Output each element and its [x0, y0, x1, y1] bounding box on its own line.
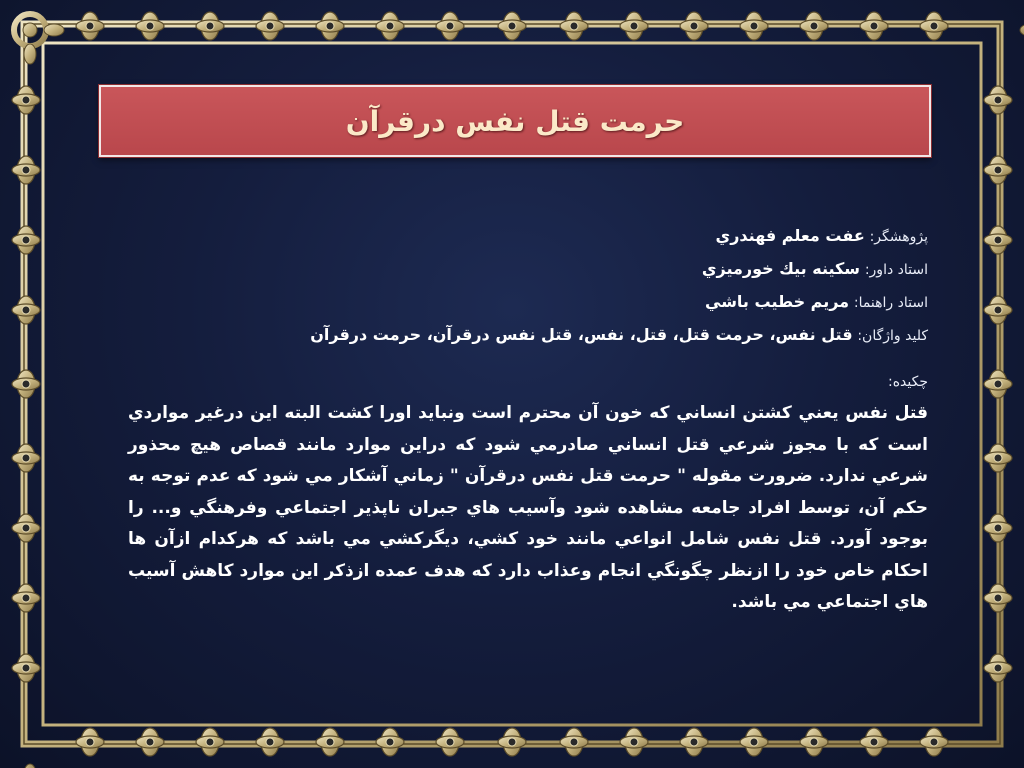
researcher-label: پژوهشگر:: [869, 229, 928, 245]
keywords-label: كليد واژگان:: [857, 328, 928, 344]
abstract-text: قتل نفس يعني كشتن انساني كه خون آن محترم است ونبايد اورا كشت البته اين درغير مواردي است كه با مجوز شرعي قتل انساني صادرمي شود كه دراين موارد مانند قصاص هيچ محذور شرعي ندارد. ضرورت مقوله " حرمت قتل نفس درقرآن " زماني آشكار مي شود كه عدم توجه به حكم آن، توسط افراد جامعه مشاهده شود وآسيب هاي جبران ناپذير اجتماعي وفرهنگي و... را بوجود آورد. قتل نفس شامل انواعي مانند خود كشي، ديگركشي مي باشد كه هركدام ازآن ها احكام خاص خود را ازنظر چگونگي انجام وعذاب دارد كه هدف عمده ازذكر اين موارد كاهش آسيب هاي اجتماعي مي باشد.: [128, 403, 928, 612]
slide-title: حرمت قتل نفس درقرآن: [345, 104, 685, 138]
slide-content: [128, 220, 928, 619]
referee-name: سكينه بيك خورميزي: [701, 259, 861, 278]
advisor-label: استاد راهنما:: [853, 295, 928, 311]
keywords-value: قتل نفس، حرمت قتل، قتل، نفس، قتل نفس درقرآن، حرمت درقرآن: [310, 325, 853, 344]
referee-line: [128, 253, 928, 286]
abstract-label: چكيده:: [887, 374, 928, 390]
keywords-line: [128, 319, 928, 352]
advisor-name: مريم خطيب باشي: [705, 292, 850, 311]
researcher-name: عفت معلم فهندري: [715, 226, 865, 245]
title-banner: [99, 85, 931, 157]
advisor-line: [128, 286, 928, 319]
referee-label: استاد داور:: [864, 262, 928, 278]
researcher-line: [128, 220, 928, 253]
